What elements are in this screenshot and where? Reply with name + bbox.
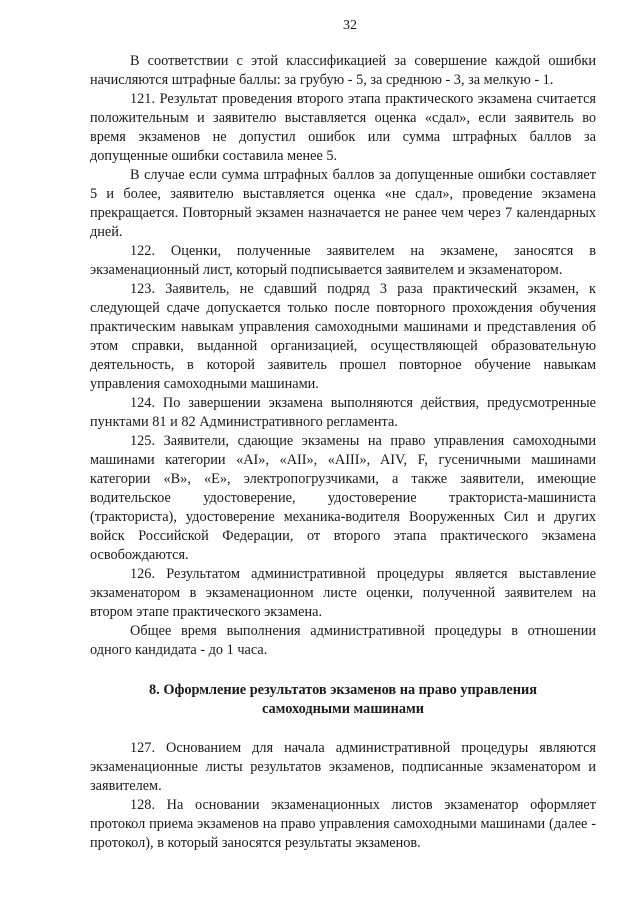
paragraph: 124. По завершении экзамена выполняются действия, предусмотренные пунктами 81 и 82 Административного регламента. [90, 395, 596, 430]
section-heading [90, 681, 596, 719]
paragraph: 122. Оценки, полученные заявителем на экзамене, заносятся в экзаменационный лист, который подписывается заявителем и экзаменатором. [90, 243, 596, 278]
section-heading-line: 8. Оформление результатов экзаменов на право управления [149, 682, 537, 698]
paragraph: В соответствии с этой классификацией за совершение каждой ошибки начисляются штрафные баллы: за грубую - 5, за среднюю - 3, за мелкую - 1. [90, 53, 596, 88]
page-number: 32 [343, 18, 357, 33]
paragraph: 123. Заявитель, не сдавший подряд 3 раза практический экзамен, к следующей сдаче допускается только после повторного прохождения обучения практическим навыкам управления самоходными машинами и представления об этом справки, выданной организацией, осуществляющей образовательную деятельность, в которой заявитель прошел повторное обучение навыкам управления самоходными машинами. [90, 281, 596, 392]
paragraph: 126. Результатом административной процедуры является выставление экзаменатором в экзаменационном листе оценки, полученной заявителем на втором этапе практического экзамена. [90, 566, 596, 620]
body-text-bottom [90, 739, 596, 853]
body-text-top [90, 52, 596, 660]
paragraph: 121. Результат проведения второго этапа практического экзамена считается положительным и заявителю выставляется оценка «сдал», если заявитель во время экзаменов не допустил ошибок или сумма штрафных баллов за допущенные ошибки составила менее 5. [90, 91, 596, 164]
section-heading-line: самоходными машинами [262, 701, 424, 717]
paragraph: 128. На основании экзаменационных листов экзаменатор оформляет протокол приема экзаменов на право управления самоходными машинами (далее - протокол), в который заносятся результаты экзаменов. [90, 797, 596, 851]
paragraph: Общее время выполнения административной процедуры в отношении одного кандидата - до 1 часа. [90, 623, 596, 658]
paragraph: 127. Основанием для начала административной процедуры являются экзаменационные листы результатов экзаменов, подписанные экзаменатором и заявителем. [90, 740, 596, 794]
paragraph: В случае если сумма штрафных баллов за допущенные ошибки составляет 5 и более, заявителю выставляется оценка «не сдал», проведение экзамена прекращается. Повторный экзамен назначается не ранее чем через 7 календарных дней. [90, 167, 596, 240]
paragraph: 125. Заявители, сдающие экзамены на право управления самоходными машинами категории «AI», «AII», «AIII», AIV, F, гусеничными машинами категории «B», «E», электропогрузчиками, а также заявители, имеющие водительское удостоверение, удостоверение тракториста-машиниста (тракториста), удостоверение механика-водителя Вооруженных Сил и других войск Российской Федерации, от второго этапа практического экзамена освобождаются. [90, 433, 596, 563]
